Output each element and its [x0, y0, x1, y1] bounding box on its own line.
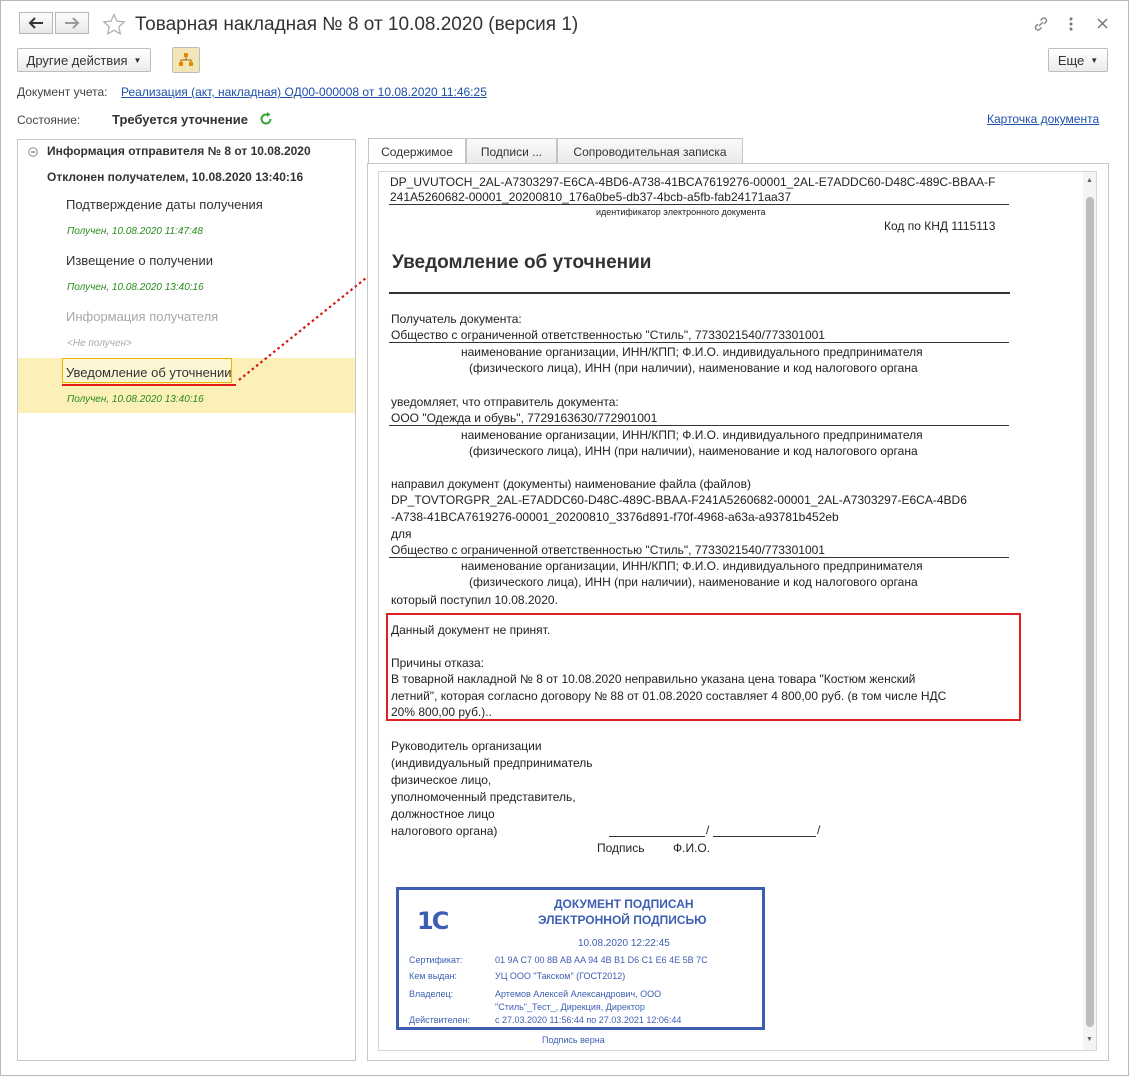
stamp-valid-label: Действителен:	[409, 1015, 471, 1025]
doc-id-line2: 241A5260682-00001_20200810_176a0be5-db37-4bcb-a5fb-fab24171aa37	[390, 190, 792, 204]
recipient-value: Общество с ограниченной ответственностью "Стиль", 7733021540/773301001	[391, 328, 825, 342]
state-label: Состояние:	[17, 113, 81, 127]
stamp-cert-label: Сертификат:	[409, 955, 463, 965]
doc-label: Документ учета:	[17, 85, 108, 99]
collapse-icon[interactable]	[28, 147, 38, 157]
link-icon[interactable]	[1033, 16, 1049, 32]
doc-link[interactable]: Реализация (акт, накладная) ОД00-000008 от 10.08.2020 11:46:25	[121, 85, 487, 99]
chevron-down-icon: ▼	[1090, 55, 1099, 65]
star-icon[interactable]	[102, 13, 126, 36]
fio-caption: Ф.И.О.	[673, 841, 711, 855]
tree-item-recipient-info[interactable]: Информация получателя	[66, 309, 219, 324]
org-caption: наименование организации, ИНН/КПП; Ф.И.О. индивидуального предпринимателя	[461, 559, 923, 573]
for-value: Общество с ограниченной ответственностью "Стиль", 7733021540/773301001	[391, 543, 825, 557]
other-actions-button[interactable]	[17, 48, 151, 72]
tree-group[interactable]: Отклонен получателем, 10.08.2020 13:40:16	[47, 170, 304, 184]
stamp-owner-value: "Стиль"_Тест_, Дирекция, Директор	[495, 1002, 645, 1012]
state-value: Требуется уточнение	[112, 112, 248, 127]
notifies-label: уведомляет, что отправитель документа:	[391, 395, 619, 409]
hierarchy-icon	[178, 52, 194, 68]
sender-value: ООО "Одежда и обувь", 7729163630/772901001	[391, 411, 658, 425]
reasons-label: Причины отказа:	[391, 656, 485, 670]
stamp-owner-value: Артемов Алексей Александрович, ООО	[495, 989, 662, 999]
for-label: для	[391, 527, 412, 541]
stamp-issuer-value: УЦ ООО "Такском" (ГОСТ2012)	[495, 971, 626, 981]
scroll-down-icon[interactable]: ▼	[1086, 1036, 1093, 1043]
knd-code: Код по КНД 1115113	[884, 219, 996, 233]
more-button[interactable]	[1048, 48, 1108, 72]
tab-signatures[interactable]: Подписи ...	[466, 138, 557, 164]
doc-heading: Уведомление об уточнении	[392, 252, 652, 273]
signature-verified: Подпись верна	[542, 1035, 605, 1045]
tree-root[interactable]: Информация отправителя № 8 от 10.08.2020	[47, 144, 311, 158]
sign-slash: /	[817, 823, 821, 837]
stamp-date: 10.08.2020 12:22:45	[578, 938, 670, 949]
card-link[interactable]: Карточка документа	[987, 112, 1100, 126]
file-name-line2: -A738-41BCA7619276-00001_20200810_3376d891-f70f-4968-a63a-a93781b452eb	[391, 510, 839, 524]
file-name-line1: DP_TOVTORGPR_2AL-E7ADDC60-D48C-489C-BBAA-F241A5260682-00001_2AL-A7303297-E6CA-4BD6	[391, 493, 967, 507]
stamp-title: ДОКУМЕНТ ПОДПИСАН	[554, 897, 694, 911]
more-vert-icon[interactable]	[1068, 16, 1074, 32]
other-actions-label: Другие действия	[26, 52, 128, 68]
arrow-right-icon	[64, 17, 80, 29]
signer-line: уполномоченный представитель,	[391, 790, 576, 804]
divider	[389, 425, 1009, 426]
arrow-left-icon	[28, 17, 44, 29]
tree-item-status: Получен, 10.08.2020 13:40:16	[67, 282, 204, 293]
window-title: Товарная накладная № 8 от 10.08.2020 (версия 1)	[135, 14, 579, 35]
stamp-cert-value: 01 9A C7 00 8B AB AA 94 4B B1 D6 C1 E6 4E 5B 7C	[495, 955, 708, 965]
signer-line: налогового органа)	[391, 824, 498, 838]
reason-line: летний", которая согласно договору № 88 от 01.08.2020 составляет 4 800,00 руб. (в том числе НДС	[391, 689, 947, 703]
reason-line: В товарной накладной № 8 от 10.08.2020 неправильно указана цена товара "Костюм женский	[391, 672, 916, 686]
refresh-icon[interactable]	[259, 112, 273, 126]
reason-line: 20% 800,00 руб.)..	[391, 705, 492, 719]
forward-button[interactable]	[55, 12, 89, 34]
structure-button[interactable]	[172, 47, 200, 73]
signer-line: должностное лицо	[391, 807, 495, 821]
not-accepted-text: Данный документ не принят.	[391, 623, 551, 637]
tab-content[interactable]: Содержимое	[368, 138, 466, 165]
stamp-owner-label: Владелец:	[409, 989, 454, 999]
sent-label: направил документ (документы) наименование файла (файлов)	[391, 477, 751, 491]
doc-id-line1: DP_UVUTOCH_2AL-A7303297-E6CA-4BD6-A738-41BCA7619276-00001_2AL-E7ADDC60-D48C-489C-BBAA-F	[390, 175, 996, 189]
org-caption: (физического лица), ИНН (при наличии), наименование и код налогового органа	[469, 361, 918, 375]
signature-line	[609, 836, 705, 837]
org-caption: (физического лица), ИНН (при наличии), наименование и код налогового органа	[469, 575, 918, 589]
divider	[389, 204, 1009, 205]
org-caption: наименование организации, ИНН/КПП; Ф.И.О. индивидуального предпринимателя	[461, 345, 923, 359]
tree-item-status: Получен, 10.08.2020 13:40:16	[67, 394, 204, 405]
tree-item-clarification[interactable]: Уведомление об уточнении	[66, 365, 232, 380]
divider	[389, 342, 1009, 343]
close-icon[interactable]	[1097, 18, 1108, 29]
divider	[389, 292, 1010, 294]
red-underline	[62, 384, 236, 386]
back-button[interactable]	[19, 12, 53, 34]
scroll-up-icon[interactable]: ▲	[1086, 177, 1093, 184]
received-line: который поступил 10.08.2020.	[391, 593, 558, 607]
sign-slash: /	[706, 823, 710, 837]
signer-line: физическое лицо,	[391, 773, 492, 787]
chevron-down-icon: ▼	[133, 55, 142, 65]
tree-item-receipt-notice[interactable]: Извещение о получении	[66, 253, 213, 268]
fio-line	[713, 836, 816, 837]
sign-caption: Подпись	[597, 841, 645, 855]
scrollbar-thumb[interactable]	[1086, 197, 1094, 1027]
doc-id-caption: идентификатор электронного документа	[596, 207, 766, 217]
org-caption: наименование организации, ИНН/КПП; Ф.И.О. индивидуального предпринимателя	[461, 428, 923, 442]
tab-cover-note[interactable]: Сопроводительная записка	[557, 138, 743, 164]
tree-item-date-confirmation[interactable]: Подтверждение даты получения	[66, 197, 263, 212]
stamp-valid-value: с 27.03.2020 11:56:44 по 27.03.2021 12:06:44	[495, 1015, 682, 1025]
org-caption: (физического лица), ИНН (при наличии), наименование и код налогового органа	[469, 444, 918, 458]
signer-line: (индивидуальный предприниматель	[391, 756, 593, 770]
stamp-issuer-label: Кем выдан:	[409, 971, 457, 981]
1c-logo: 1С	[417, 907, 448, 935]
divider	[389, 557, 1009, 558]
recipient-label: Получатель документа:	[391, 312, 522, 326]
tree-item-status: <Не получен>	[67, 338, 132, 349]
more-label: Еще	[1057, 52, 1085, 68]
tree-item-status: Получен, 10.08.2020 11:47:48	[67, 226, 203, 237]
signer-line: Руководитель организации	[391, 739, 542, 753]
stamp-title: ЭЛЕКТРОННОЙ ПОДПИСЬЮ	[538, 913, 707, 927]
